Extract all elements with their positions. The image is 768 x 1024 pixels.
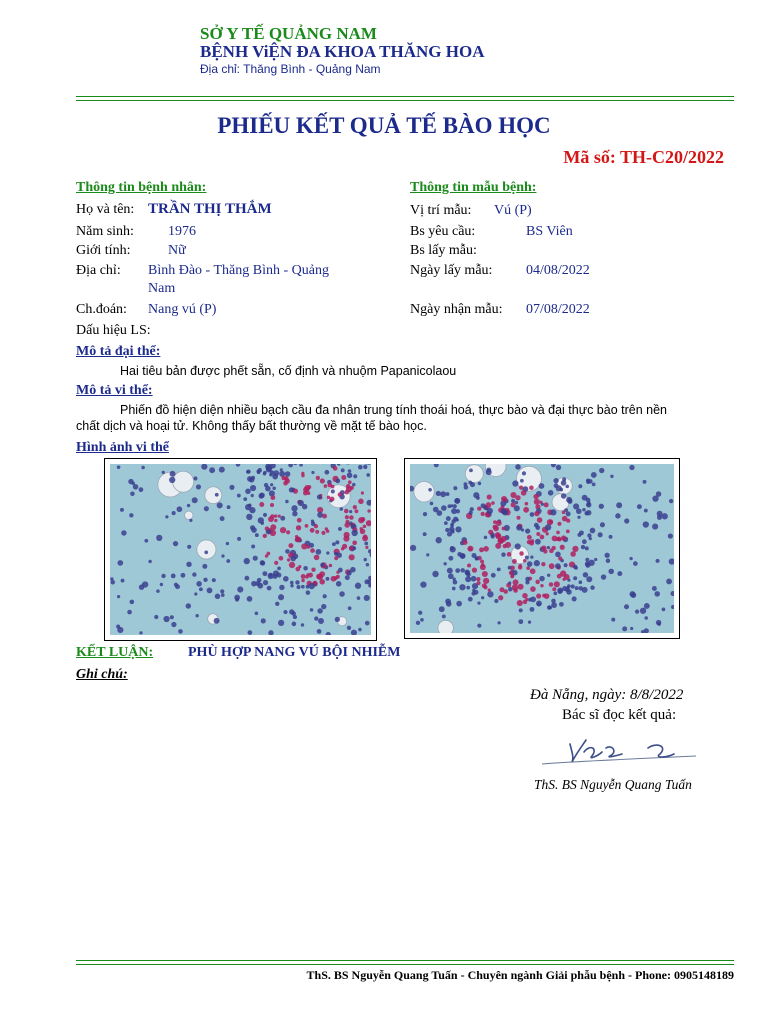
patient-address-label: Địa chỉ: bbox=[76, 263, 121, 278]
conclusion-value: PHÙ HỢP NANG VÚ BỘI NHIỄM bbox=[188, 645, 401, 660]
gross-title: Mô tả đại thể: bbox=[76, 344, 161, 359]
sample-requester-label: Bs yêu cầu: bbox=[410, 224, 476, 239]
patient-diagnosis-label: Ch.đoán: bbox=[76, 302, 127, 317]
patient-clinical-label: Dấu hiệu LS: bbox=[76, 323, 151, 338]
conclusion-label: KẾT LUẬN: bbox=[76, 645, 154, 660]
signature-place-date: Đà Nẵng, ngày: 8/8/2022 bbox=[530, 687, 684, 703]
sample-receive-date-label: Ngày nhận mẫu: bbox=[410, 302, 503, 317]
images-title: Hình ảnh vi thể bbox=[76, 440, 169, 455]
patient-birth-label: Năm sinh: bbox=[76, 224, 134, 239]
hospital-address: Địa chỉ: Thăng Bình - Quảng Nam bbox=[200, 62, 381, 76]
signature-name: ThS. BS Nguyễn Quang Tuấn bbox=[534, 777, 692, 792]
document-title: PHIẾU KẾT QUẢ TẾ BÀO HỌC bbox=[217, 113, 551, 138]
micro-title: Mô tả vi thể: bbox=[76, 383, 153, 398]
sample-receive-date-value: 07/08/2022 bbox=[526, 302, 590, 317]
gross-text: Hai tiêu bản được phết sẵn, cố định và nhuộm Papanicolaou bbox=[120, 364, 457, 378]
patient-address-value-line2: Nam bbox=[148, 281, 176, 296]
sample-site-label: Vị trí mẫu: bbox=[410, 203, 472, 218]
micrograph-2-image bbox=[410, 464, 674, 633]
patient-name-label: Họ và tên: bbox=[76, 202, 135, 217]
sample-requester-value: BS Viên bbox=[526, 224, 573, 239]
micrograph-1-image bbox=[110, 464, 371, 635]
patient-diagnosis-value: Nang vú (P) bbox=[148, 302, 217, 317]
micrograph-2 bbox=[404, 458, 680, 639]
patient-gender-value: Nữ bbox=[168, 243, 186, 258]
micro-text-line1: Phiến đồ hiện diện nhiều bạch cầu đa nhân trung tính thoái hoá, thực bào và đại thực bào trên nền bbox=[120, 403, 668, 417]
patient-address-value-line1: Bình Đào - Thăng Bình - Quảng bbox=[148, 263, 329, 278]
document-code: Mã số: TH-C20/2022 bbox=[563, 147, 724, 167]
sample-site-value: Vú (P) bbox=[494, 203, 532, 218]
patient-name-value: TRẦN THỊ THẮM bbox=[148, 201, 272, 217]
sample-section-title: Thông tin mẫu bệnh: bbox=[410, 180, 537, 195]
sample-collect-date-label: Ngày lấy mẫu: bbox=[410, 263, 493, 278]
header-divider bbox=[76, 96, 734, 101]
patient-gender-label: Giới tính: bbox=[76, 243, 131, 258]
footer-text: ThS. BS Nguyễn Quang Tuấn - Chuyên ngành Giải phẫu bệnh - Phone: 0905148189 bbox=[306, 968, 734, 982]
patient-birth-value: 1976 bbox=[168, 224, 196, 239]
micrograph-1 bbox=[104, 458, 377, 641]
patient-section-title: Thông tin bệnh nhân: bbox=[76, 180, 207, 195]
footer-divider bbox=[76, 960, 734, 965]
sample-collector-label: Bs lấy mẫu: bbox=[410, 243, 477, 258]
note-label: Ghi chú: bbox=[76, 667, 128, 682]
micro-text-line2: chất dịch và hoại tử. Không thấy bất thường về mặt tế bào học. bbox=[76, 419, 427, 433]
signature-role: Bác sĩ đọc kết quả: bbox=[562, 707, 677, 723]
handwritten-signature bbox=[536, 726, 706, 772]
hospital-name: BỆNH ViỆN ĐA KHOA THĂNG HOA bbox=[200, 42, 485, 61]
department-name: SỞ Y TẾ QUẢNG NAM bbox=[200, 24, 377, 43]
sample-collect-date-value: 04/08/2022 bbox=[526, 263, 590, 278]
